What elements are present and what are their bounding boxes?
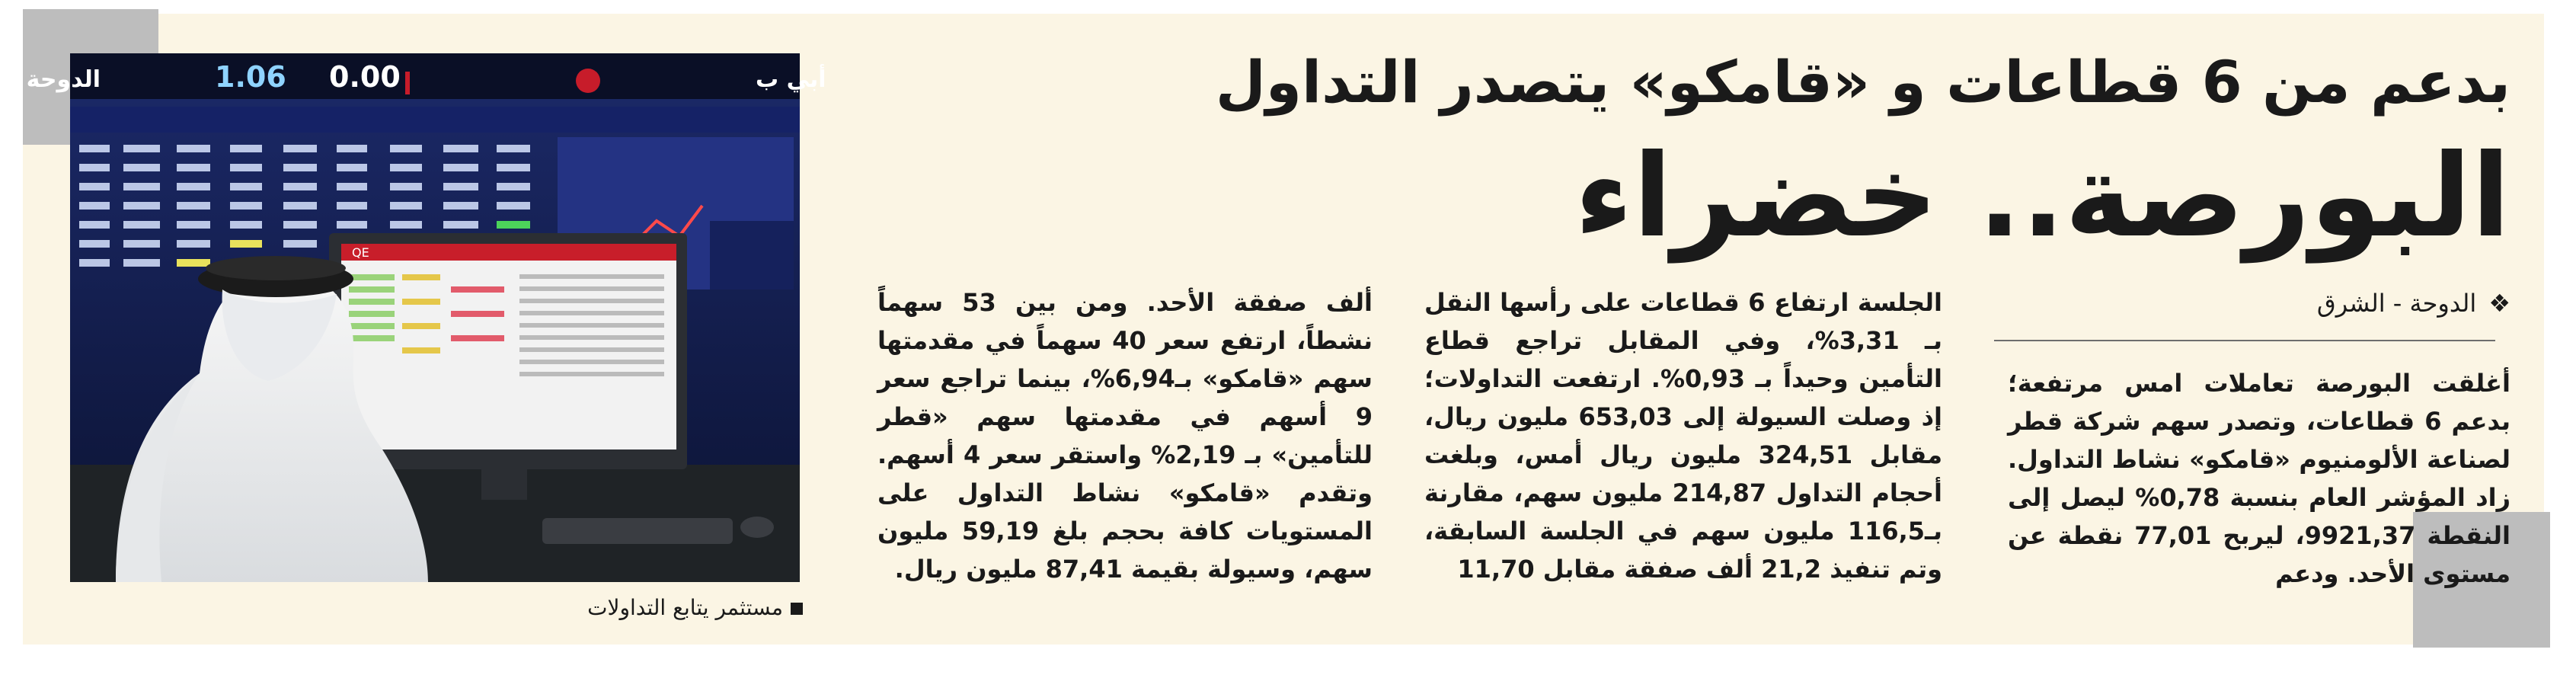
dateline-text: الدوحة - الشرق xyxy=(2316,289,2477,318)
caption-bullet-icon xyxy=(791,603,803,615)
dateline-diamond-icon: ❖ xyxy=(2488,289,2510,318)
subheadline: بدعم من 6 قطاعات و «قامكو» يتصدر التداول xyxy=(1215,48,2510,116)
headline: البورصة.. خضراء xyxy=(1574,130,2510,263)
dateline-rule xyxy=(1994,340,2495,341)
trading-floor-photo xyxy=(26,53,826,582)
caption-text: مستثمر يتابع التداولات xyxy=(587,595,783,620)
article-column-3: ألف صفقة الأحد. ومن بين 53 سهماً نشطاً، ارتفع سعر 40 سهماً في مقدمتها سهم «قامكو» بـ6,94%، بينما تراجع سعر 9 أسهم في مقدمتها سهم «قطر للتأمين» بـ 2,19% واستقر سعر 4 أسهم. وتقدم «قامكو» نشاط التداول على المستويات كافة بحجم بلغ 59,19 مليون سهم، وسيولة بقيمة 87,41 مليون ريال. xyxy=(877,288,1373,584)
dateline xyxy=(1977,283,2510,323)
board-value-2: 0.00 xyxy=(329,60,401,94)
monitor-title: QE xyxy=(352,245,369,260)
article-column-2: الجلسة ارتفاع 6 قطاعات على رأسها النقل بـ 3,31%، وفي المقابل تراجع قطاع التأمين وحيداً بـ 0,93%. ارتفعت التداولات؛ إذ وصلت السيولة إلى 653,03 مليون ريال، مقابل 324,51 مليون ريال أمس، وبلغت أحجام التداول 214,87 مليون سهم، مقارنة بـ116,5 مليون سهم في الجلسة السابقة، وتم تنفيذ 21,2 ألف صفقة مقابل 11,70 xyxy=(1424,288,1943,584)
article-column-1: أغلقت البورصة تعاملات امس مرتفعة؛ بدعم 6 قطاعات، وتصدر سهم شركة قطر لصناعة الألومنيوم «قامكو» نشاط التداول. زاد المؤشر العام بنسبة 0,78% ليصل إلى النقطة 9921,37، ليربح 77,01 نقطة عن مستوى الأحد. ودعم xyxy=(2008,369,2511,588)
photo-caption xyxy=(551,591,803,625)
board-value-1: 1.06 xyxy=(215,60,286,94)
board-label-2: أبي ب xyxy=(756,66,826,93)
board-label-1: الدوحة xyxy=(26,66,101,93)
